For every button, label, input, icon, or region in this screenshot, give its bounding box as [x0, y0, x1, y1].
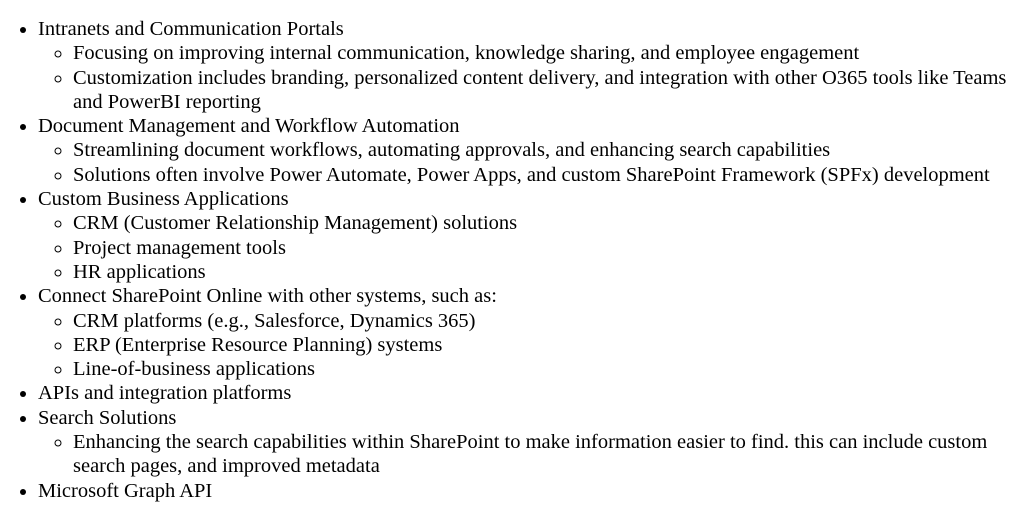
list-item-label: Intranets and Communication Portals	[38, 18, 344, 40]
sub-list-item-text: ERP (Enterprise Resource Planning) systems	[73, 333, 443, 356]
sub-list-item-text: Customization includes branding, personalized content delivery, and integration with other O365 tools like Teams and PowerBI reporting	[73, 66, 1007, 113]
sub-list-item	[73, 163, 1024, 187]
sub-list-item	[73, 260, 1024, 284]
list-item	[38, 479, 1024, 503]
list-item	[38, 381, 1024, 405]
sub-list-item	[73, 236, 1024, 260]
sub-list-item-text: Streamlining document workflows, automating approvals, and enhancing search capabilities	[73, 139, 831, 162]
sub-list	[38, 41, 1024, 114]
sub-list	[38, 309, 1024, 382]
list-item-label: Document Management and Workflow Automation	[38, 115, 460, 138]
sub-list-item	[73, 138, 1024, 162]
list-item	[38, 284, 1024, 381]
list-item	[38, 17, 1024, 114]
sub-list-item	[73, 309, 1024, 333]
sub-list	[38, 211, 1024, 284]
list-item-label: Connect SharePoint Online with other systems, such as:	[38, 285, 497, 308]
sub-list-item	[73, 66, 1024, 115]
list-item	[38, 406, 1024, 479]
sub-list-item	[73, 41, 1024, 65]
sub-list-item-text: Focusing on improving internal communication, knowledge sharing, and employee engagement	[73, 42, 860, 65]
list-item	[38, 114, 1024, 187]
list-item-label: Custom Business Applications	[38, 188, 289, 211]
sub-list-item	[73, 357, 1024, 381]
sub-list-item	[73, 430, 1024, 479]
sub-list	[38, 430, 1024, 479]
sub-list-item-text: Solutions often involve Power Automate, Power Apps, and custom SharePoint Framework (SPFx) development	[73, 163, 990, 186]
sub-list-item	[73, 211, 1024, 235]
sub-list	[38, 138, 1024, 187]
list-item-label: Microsoft Graph API	[38, 479, 213, 502]
service-list	[0, 17, 1024, 503]
sub-list-item-text: CRM platforms (e.g., Salesforce, Dynamics 365)	[73, 309, 476, 332]
sub-list-item-text: Enhancing the search capabilities within SharePoint to make information easier to find. this can include custom search pages, and improved metadata	[73, 431, 988, 478]
sub-list-item-text: Project management tools	[73, 236, 286, 259]
list-item	[38, 187, 1024, 284]
list-item-label: APIs and integration platforms	[38, 382, 292, 405]
sub-list-item-text: HR applications	[73, 260, 206, 283]
sub-list-item	[73, 333, 1024, 357]
sub-list-item-text: CRM (Customer Relationship Management) solutions	[73, 212, 518, 235]
sub-list-item-text: Line-of-business applications	[73, 358, 315, 381]
list-item-label: Search Solutions	[38, 406, 177, 429]
